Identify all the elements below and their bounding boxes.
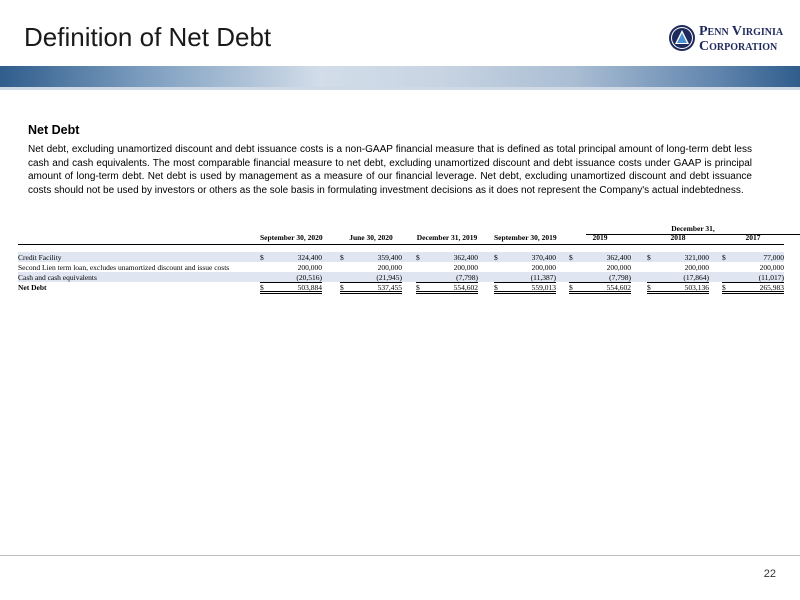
definition-paragraph: Net debt, excluding unamortized discount and debt issuance costs is a non-GAAP financial measure that is defined as total principal amount of long-term debt less cash and cash equivalents. The most comparable financial measure to net debt, excluding unamortized discount and debt issuance costs under GAAP is principal amount of long-term debt. Net debt is used by management as a measure of our financial leverage. Net debt, excluding unamortized discount and debt issuance costs should not be used by investors or others as the sole basis in formulating investment decisions as it does not represent the Company's actual indebtedness. (28, 144, 752, 196)
table-cell (647, 253, 709, 262)
table-cell (647, 283, 709, 294)
table-cell (569, 263, 631, 272)
column-header: 2019 (592, 233, 608, 242)
table-row (18, 282, 784, 292)
table-cell (416, 283, 478, 294)
column-header: December 31, 2019 (416, 233, 478, 242)
cell-value: (11,387) (530, 273, 556, 282)
logo-triangle-icon (668, 24, 696, 52)
column-header: 2017 (745, 233, 761, 242)
table-row (18, 252, 784, 262)
company-logo (668, 22, 798, 56)
table-cell (722, 283, 784, 294)
table-row (18, 272, 784, 282)
table-cell (569, 283, 631, 294)
cell-value: (17,864) (683, 273, 709, 282)
row-label: Net Debt (18, 283, 47, 292)
table-cell (416, 253, 478, 262)
dollar-sign: $ (569, 283, 573, 292)
cell-value: (21,945) (376, 273, 402, 282)
dollar-sign: $ (647, 253, 651, 262)
header-band-underline (0, 87, 800, 90)
table-cell (569, 253, 631, 262)
dollar-sign: $ (260, 283, 264, 292)
december-group-header: December 31, (671, 224, 715, 233)
cell-value: 200,000 (297, 263, 322, 272)
header-band (0, 66, 800, 87)
section-heading: Net Debt (28, 123, 80, 137)
cell-value: 503,136 (684, 283, 709, 292)
cell-value: 559,013 (531, 283, 556, 292)
table-cell (260, 253, 322, 262)
table-cell (722, 263, 784, 272)
cell-value: (20,516) (296, 273, 322, 282)
cell-value: 359,400 (377, 253, 402, 262)
cell-value: 370,400 (531, 253, 556, 262)
column-header: June 30, 2020 (349, 233, 393, 242)
cell-value: 321,000 (684, 253, 709, 262)
dollar-sign: $ (722, 253, 726, 262)
table-cell (647, 263, 709, 272)
dollar-sign: $ (569, 253, 573, 262)
cell-value: (7,798) (456, 273, 478, 282)
table-cell (260, 283, 322, 294)
row-label: Second Lien term loan, excludes unamortized discount and issue costs (18, 263, 230, 272)
cell-value: 265,983 (759, 283, 784, 292)
cell-value: 200,000 (684, 263, 709, 272)
column-header: September 30, 2020 (260, 233, 323, 242)
cell-value: 554,602 (453, 283, 478, 292)
dollar-sign: $ (722, 283, 726, 292)
cell-value: 200,000 (377, 263, 402, 272)
cell-value: (7,798) (609, 273, 631, 282)
header-rule (18, 244, 784, 245)
table-cell (722, 253, 784, 262)
cell-value: 537,455 (377, 283, 402, 292)
logo-line-2: Corporation (699, 39, 778, 54)
table-cell (494, 253, 556, 262)
cell-value: 200,000 (606, 263, 631, 272)
table-cell (494, 283, 556, 294)
table-cell (340, 263, 402, 272)
footer-rule (0, 555, 800, 556)
cell-value: 200,000 (759, 263, 784, 272)
dollar-sign: $ (494, 253, 498, 262)
table-cell (340, 253, 402, 262)
page-title: Definition of Net Debt (24, 22, 272, 52)
dollar-sign: $ (494, 283, 498, 292)
cell-value: 200,000 (453, 263, 478, 272)
dollar-sign: $ (416, 253, 420, 262)
cell-value: 324,400 (297, 253, 322, 262)
column-header: 2018 (670, 233, 686, 242)
logo-wordmark (699, 24, 783, 54)
table-cell (260, 263, 322, 272)
cell-value: 200,000 (531, 263, 556, 272)
table-row (18, 262, 784, 272)
dollar-sign: $ (416, 283, 420, 292)
logo-line-1: Penn Virginia (699, 24, 784, 39)
table-cell (340, 283, 402, 294)
cell-value: 503,884 (297, 283, 322, 292)
table-cell (416, 263, 478, 272)
dollar-sign: $ (260, 253, 264, 262)
cell-value: 362,400 (606, 253, 631, 262)
page-number: 22 (763, 568, 776, 580)
row-label: Credit Facility (18, 253, 62, 262)
column-header: September 30, 2019 (494, 233, 557, 242)
cell-value: 77,000 (763, 253, 784, 262)
dollar-sign: $ (340, 283, 344, 292)
dollar-sign: $ (647, 283, 651, 292)
cell-value: 554,602 (606, 283, 631, 292)
cell-value: 362,400 (453, 253, 478, 262)
table-cell (494, 263, 556, 272)
dollar-sign: $ (340, 253, 344, 262)
row-label: Cash and cash equivalents (18, 273, 97, 282)
cell-value: (11,017) (758, 273, 784, 282)
